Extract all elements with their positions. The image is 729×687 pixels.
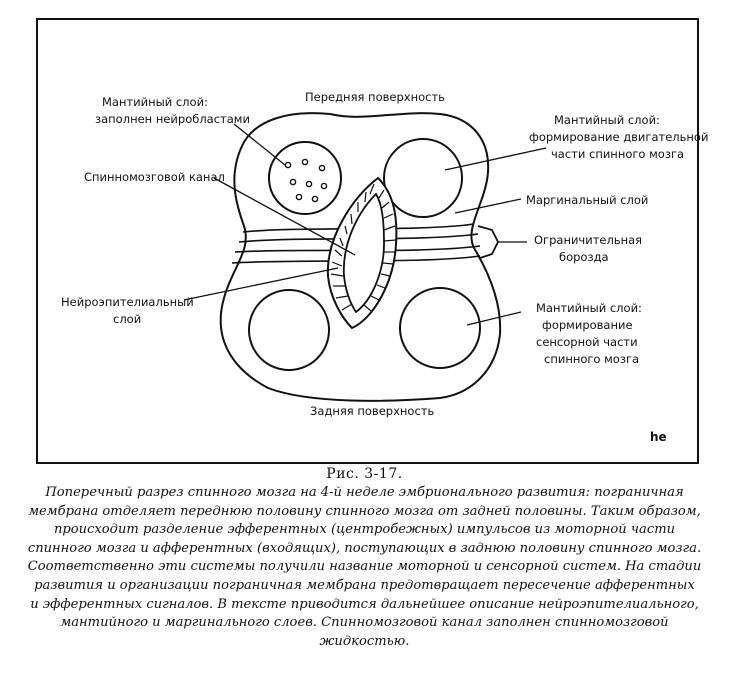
label-mantle-top-left: Мантийный слой: заполнен нейробластами [95,95,250,126]
caption-line: спинного мозга и афферентных (входящих), поступающих в заднюю половину спинного мозга. [27,540,702,556]
label-mantle-bottom-right: Мантийный слой: формирование сенсорной части спинного мозга [536,301,642,366]
label-limiting-sulcus: Ограничительная борозда [534,233,643,264]
central-canal [328,178,396,328]
caption-text [22,484,707,651]
label-mantle-top-right: Мантийный слой: формирование двигательной части спинного мозга [529,113,709,161]
caption-line: Соответственно эти системы получили название моторной и сенсорной систем. На стадии [27,559,702,575]
neuroblast-dots [285,159,326,201]
limiting-sulcus-bracket [478,226,498,258]
caption-line: мембрана отделяет переднюю половину спинного мозга от задней половины. Таким образом, [28,503,701,519]
caption-line: Поперечный разрез спинного мозга на 4-й неделе эмбрионального развития: пограничная [45,485,684,500]
label-marginal-layer: Маргинальный слой [526,193,649,207]
label-posterior-surface: Задняя поверхность [310,404,435,418]
label-central-canal: Спинномозговой канал [84,170,225,184]
mantle-zone-top-left [269,142,341,214]
figure-number: Рис. 3-17. [326,466,403,482]
caption-line: развития и организации пограничная мембрана предотвращает пересечение афферентных [34,577,695,593]
corner-mark: he [650,430,667,444]
mantle-zone-bottom-right [400,288,480,368]
label-neuroepithelial-layer: Нейроэпителиальный слой [61,295,194,326]
caption-line: жидкостью. [319,633,410,649]
caption-line: мантийного и маргинального слоев. Спинномозговой канал заполнен спинномозговой [60,615,669,631]
caption-line: и эфферентных сигналов. В тексте приводится дальнейшее описание нейроэпителиального, [30,596,699,612]
label-anterior-surface: Передняя поверхность [305,90,445,104]
mantle-zone-bottom-left [249,290,329,370]
caption-line: происходит разделение эфферентных (центробежных) импульсов из моторной части [53,522,676,538]
mantle-zone-top-right [384,139,462,217]
figure-caption [22,466,707,651]
